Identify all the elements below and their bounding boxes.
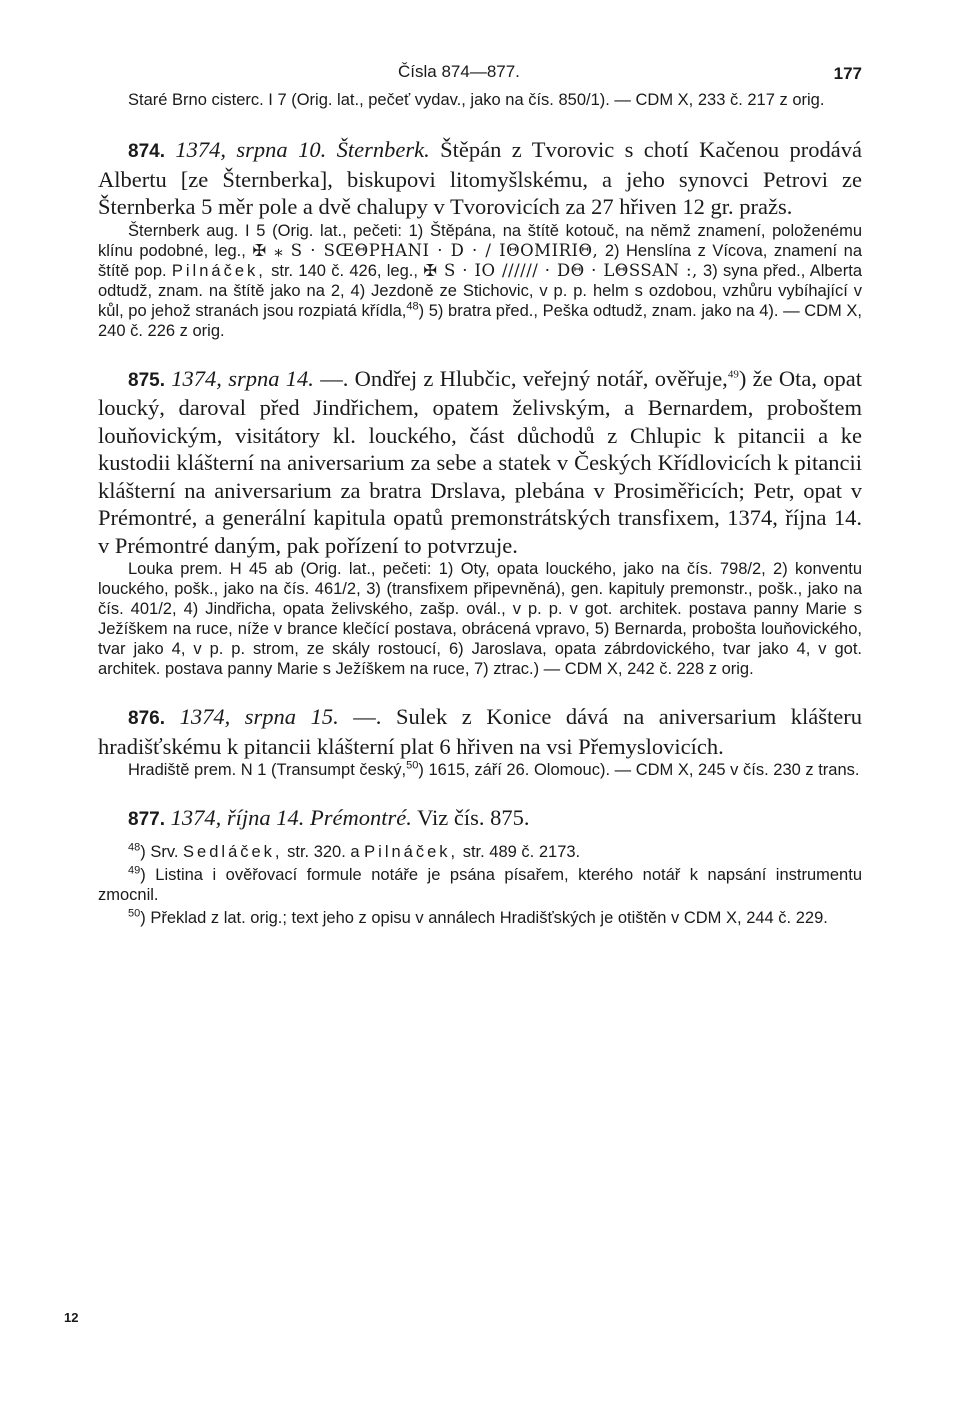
entry-874-note-part: str. 140 č. 426, leg., (271, 261, 418, 280)
entry-874-note-part: 2) Henslína z Vícova, znamení na štítě pop. (98, 241, 862, 280)
footnote-mark: 48 (128, 841, 141, 853)
seal-legend-2: ✠ S · IO ////// · DΘ · LΘSSAN :, (423, 260, 698, 280)
entry-876-number: 876. (128, 708, 165, 729)
footnote-ref-50: 50 (406, 759, 419, 772)
entry-874-number: 874. (128, 141, 165, 162)
entry-876-note-part: ) 1615, září 26. Olomouc). — CDM X, 245 v čís. 230 z trans. (418, 761, 860, 779)
entry-876-note (98, 760, 862, 780)
entry-876-text: —. Sulek z Konice dává na aniversarium klášteru hradišťskému k pitancii klášterní plat 6 hřiven na vsi Přemyslovicích. (98, 704, 863, 759)
author-name: Pilnáček, (171, 261, 266, 280)
previous-entry-note: Staré Brno cisterc. I 7 (Orig. lat., pečeť vydav., jako na čís. 850/1). — CDM X, 233 č. 217 z orig. (128, 91, 825, 109)
footnote-text: ) Srv. (140, 842, 179, 861)
entry-875-text: —. Ondřej z Hlubčic, veřejný notář, ověřuje, (320, 365, 728, 391)
entry-874-note: Šternberk aug. I 5 (Orig. lat., pečeti: 1) Štěpána, na štítě kotouč, na němž znamení, položenému klínu podobné, leg., ✠ ⁎ S · SŒΘPHANI · D · / IΘOMIRIΘ, 2) Henslína z Vícova, znamení na štítě pop. Pilnáček, str. 140 č. 426, leg., ✠ S · IO ////// · DΘ · LΘSSAN :, 3) syna před., Alberta odtudž, znam. na štítě jako na 2, 4) Jezdoně ze Stichovic, v p. p. helm s ozdobou, vzhůru vybíhající v kůl, po jehož stranách jsou rozpiatá křídla,$^{48}$) 5) bratra před., Peška odtudž, znam. jako na 4). — CDM X, 240 č. 226 z orig. (98, 221, 862, 340)
entry-875: 875. 1374, srpna 14. —. Ondřej z Hlubčic, veřejný notář, ověřuje,$^{49}$) že Ota, opat loucký, daroval před Jindřichem, opatem želivským, a Bernardem, proboštem louňovickým, visitátory kl. louckého, část důchodů z Chlupic k pitancii a ke kustodii klášterní na aniversarium za sebe a statek v Českých Křídlovicích k pitancii klášterní na aniversarium za bratra Drslava, plebána v Prosiměřicích; Petr, opat v Prémontré, a generální kapitula opatů premonstrátských transfixem, 1374, října 14. v Prémontré daným, pak pořízení to potvrzuje. (98, 365, 863, 558)
footnote-49 (98, 865, 862, 905)
footnote-text: str. 320. a (287, 842, 360, 861)
footnote-text: str. 489 č. 2173. (462, 842, 581, 861)
entry-874-text: Štěpán z Tvorovic s chotí Kačenou prodává Albertu [ze Šternberka], biskupovi litomyšlskému, a jeho synovci Petrovi ze Šternberka 5 měr pole a dvě chalupy v Tvorovicích za 27 hřiven 12 gr. pražs. (98, 137, 862, 219)
footnote-text: ) Listina i ověřovací formule notáře je psána písařem, kterého notář k napsání instrumentu zmocnil. (98, 865, 862, 904)
entry-877-date: 1374, října 14. Prémontré. (170, 805, 412, 830)
entry-875-note: Louka prem. H 45 ab (Orig. lat., pečeti: 1) Oty, opata louckého, jako na čís. 798/2, 2) konventu louckého, pošk., jako na čís. 461/2, 3) (transfixem připevněná), gen. kapituly premonstr., pošk., jako na čís. 401/2, 4) Jindřicha, opata želivského, zašp. ovál., v p. p. v got. architek. postava panny Marie s Ježíškem na ruce, níže v brance klečící postava, obrácená vpravo, 5) Bernarda, probošta louňovického, tvar jako 4, v p. p. strom, ze skály rostoucí, 6) Jaroslava, opata zábrdovického, tvar jako 4, v got. architek. postava panny Marie s Ježíškem na ruce, 7) ztrac.) — CDM X, 242 č. 228 z orig. (98, 560, 862, 678)
entry-875-number: 875. (128, 369, 165, 391)
page-number: 177 (833, 64, 862, 83)
header-title: Čísla 874—877. (398, 62, 520, 81)
footnote-48 (98, 842, 862, 862)
running-header (98, 56, 862, 90)
footnote-mark: 49 (128, 864, 141, 876)
author-name: Pilnáček, (364, 842, 459, 861)
entry-874-note-part: 5) bratra před., Peška odtudž, znam. jako na 4). — CDM X, 240 č. 226 z orig. (98, 301, 862, 340)
entry-875-text: že Ota, opat loucký, daroval před Jindřichem, opatem želivským, a Bernardem, proboštem louňovickým, visitátory kl. louckého, část důchodů z Chlupic k pitancii a ke kustodii klášterní na aniversarium za sebe a statek v Českých Křídlovicích k pitancii klášterní na aniversarium za bratra Drslava, plebána v Prosiměřicích; Petr, opat v Prémontré, a generální kapitula opatů premonstrátských transfixem, 1374, října 14. v Prémontré daným, pak pořízení to potvrzuje. (98, 365, 863, 558)
page (98, 56, 862, 931)
footnote-ref-48: 48 (406, 300, 419, 312)
entry-876 (98, 703, 862, 760)
seal-legend-1: ✠ ⁎ S · SŒΘPHANI · D · / IΘOMIRIΘ, (252, 240, 599, 260)
footnotes (98, 842, 862, 928)
footnote-ref-49: 49 (727, 368, 739, 380)
entry-874-date: 1374, srpna 10. Šternberk. (175, 137, 430, 162)
entry-877-number: 877. (128, 809, 165, 830)
footnote-mark: 50 (128, 907, 141, 919)
printer-signature: 12 (64, 1310, 79, 1325)
entry-876-date: 1374, srpna 15. (179, 704, 339, 729)
entry-874 (98, 136, 862, 221)
entry-877 (98, 804, 862, 834)
entry-877-text: Viz čís. 875. (417, 805, 530, 830)
entry-874-note-part: Šternberk aug. I 5 (Orig. lat., pečeti: 1) Štěpána, na štítě kotouč, na němž znamení, položenému klínu podobné, leg., (98, 221, 862, 260)
author-name: Sedláček, (183, 842, 283, 861)
entry-876-note-part: Hradiště prem. N 1 (Transumpt český, (128, 761, 407, 779)
footnote-50 (98, 908, 862, 928)
entry-875-date: 1374, srpna 14. (171, 365, 314, 391)
footnote-text: ) Překlad z lat. orig.; text jeho z opisu v annálech Hradišťských je otištěn v CDM X, 244 č. 229. (140, 908, 828, 927)
entry-874-note-part: 3) syna před., Alberta odtudž, znam. na štítě jako na 2, 4) Jezdoně ze Stichovic, v p. p. helm s ozdobou, vzhůru vybíhající v kůl, po jehož stranách jsou rozpiatá křídla, (98, 261, 862, 320)
